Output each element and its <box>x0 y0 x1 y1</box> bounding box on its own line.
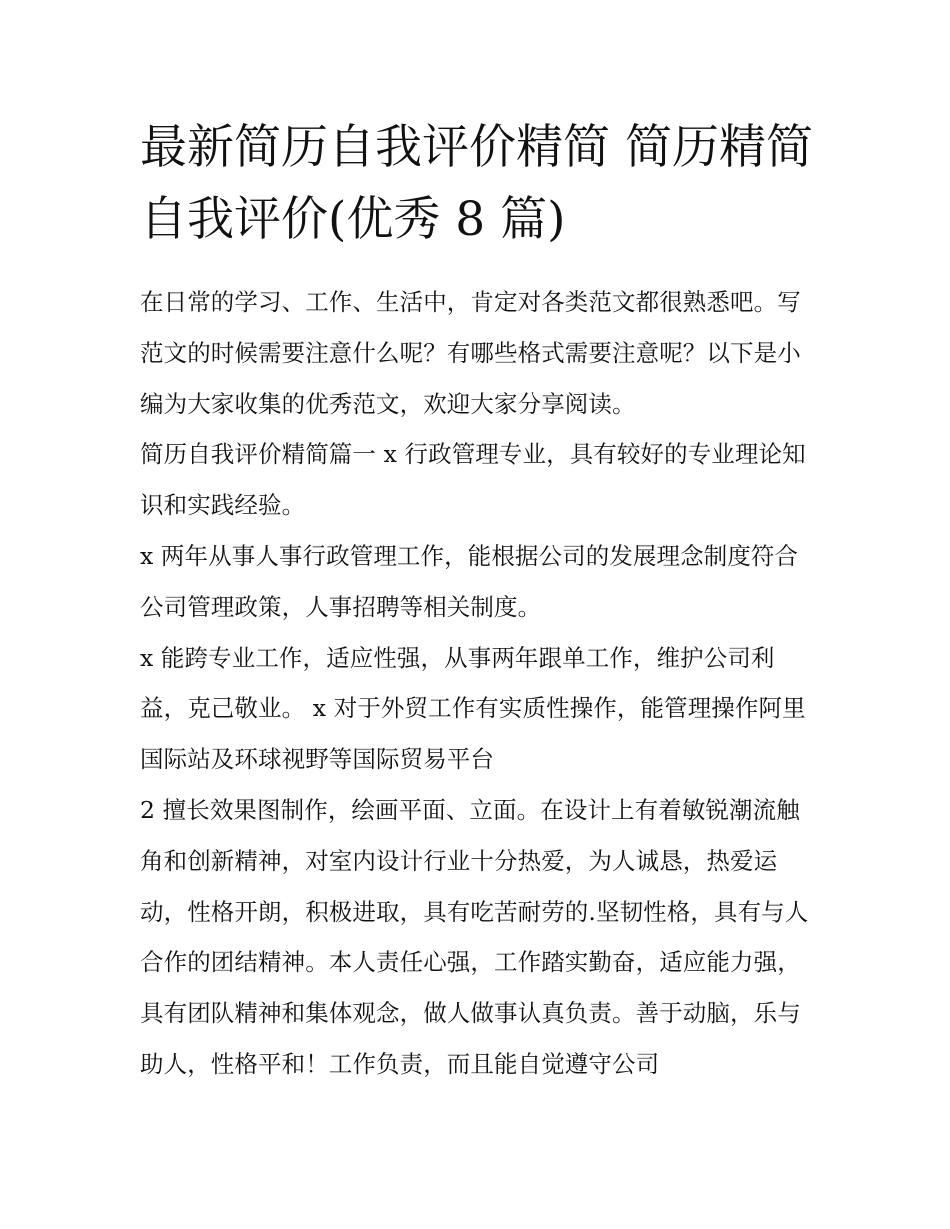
paragraph-cross-discipline: x 能跨专业工作，适应性强，从事两年跟单工作，维护公司利益，克己敬业。 x 对于外贸工作有实质性操作，能管理操作阿里国际站及环球视野等国际贸易平台 <box>140 643 806 774</box>
document-title: 最新简历自我评价精简 简历精简自我评价(优秀 8 篇) <box>140 120 813 247</box>
paragraph-section-1: 简历自我评价精简篇一 x 行政管理专业，具有较好的专业理论知识和实践经验。 <box>140 440 806 520</box>
document-body <box>140 277 820 1090</box>
paragraph-intro: 在日常的学习、工作、生活中，肯定对各类范文都很熟悉吧。写范文的时候需要注意什么呢？有哪些格式需要注意呢？以下是小编为大家收集的优秀范文，欢迎大家分享阅读。 <box>140 288 801 418</box>
paragraph-hr-experience: x 两年从事人事行政管理工作，能根据公司的发展理念制度符合公司管理政策，人事招聘等相关制度。 <box>140 541 799 621</box>
paragraph-design-skills: 2 擅长效果图制作，绘画平面、立面。在设计上有着敏锐潮流触角和创新精神，对室内设计行业十分热爱，为人诚恳，热爱运动，性格开朗，积极进取，具有吃苦耐劳的.坚韧性格，具有与人合作的团结精神。本人责任心强，工作踏实勤奋，适应能力强，具有团队精神和集体观念，做人做事认真负责。善于动脑，乐与助人，性格平和！工作负责，而且能自觉遵守公司 <box>140 795 809 1078</box>
